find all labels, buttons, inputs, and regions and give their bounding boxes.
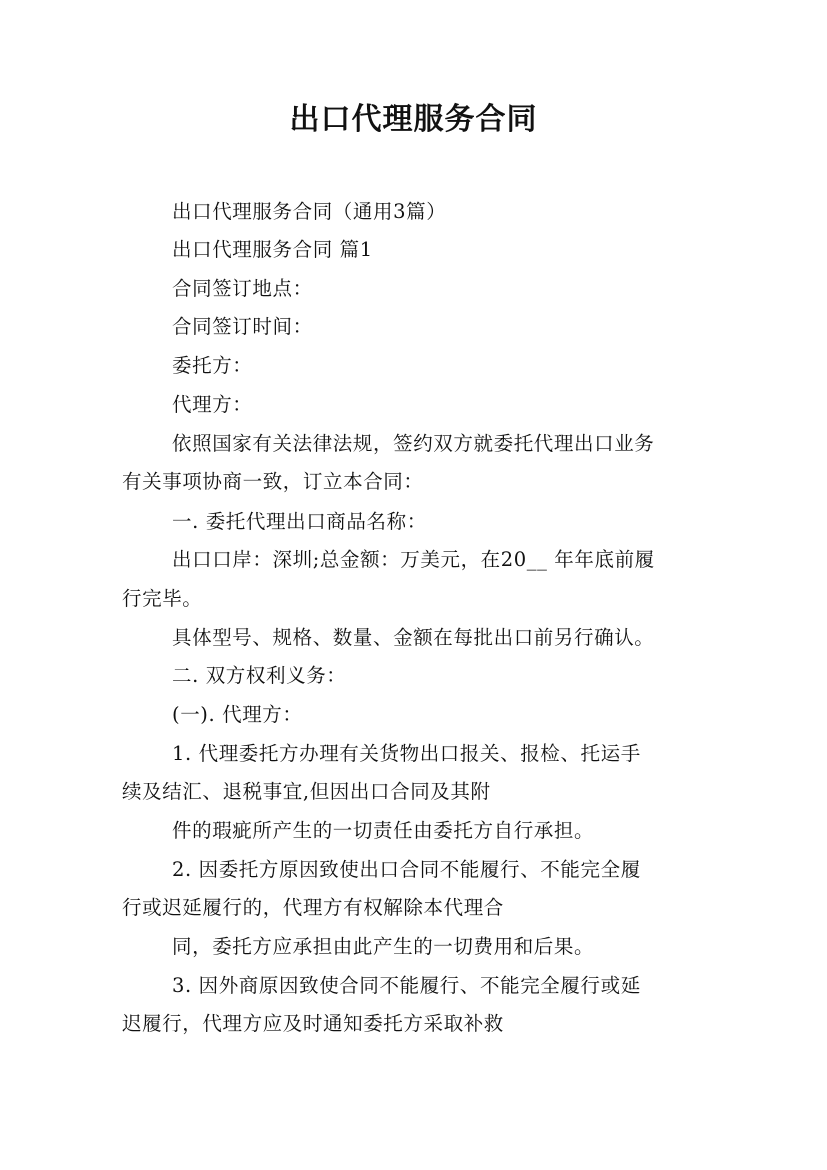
paragraph-line: 1. 代理委托方办理有关货物出口报关、报检、托运手	[172, 742, 641, 765]
document-title: 出口代理服务合同	[289, 102, 538, 137]
section-heading-line: 出口代理服务合同 篇1	[172, 238, 373, 261]
principal-line: 委托方：	[172, 354, 253, 377]
paragraph-line: 3. 因外商原因致使合同不能履行、不能完全履行或延	[172, 974, 641, 997]
paragraph-line: 出口口岸：深圳;总金额：万美元，在20__ 年年底前履	[172, 548, 655, 571]
paragraph-line: 有关事项协商一致，订立本合同：	[122, 470, 424, 493]
subclause-heading-line: (一). 代理方：	[172, 703, 303, 726]
agent-line: 代理方：	[172, 393, 253, 416]
paragraph-line: 行完毕。	[122, 587, 203, 610]
paragraph-line: 续及结汇、退税事宜,但因出口合同及其附	[122, 780, 491, 803]
signing-time-line: 合同签订时间：	[172, 315, 313, 338]
paragraph-line: 行或迟延履行的，代理方有权解除本代理合	[122, 896, 504, 919]
paragraph-line: 件的瑕疵所产生的一切责任由委托方自行承担。	[172, 819, 595, 842]
paragraph-line: 依照国家有关法律法规，签约双方就委托代理出口业务	[172, 432, 655, 455]
paragraph-line: 迟履行，代理方应及时通知委托方采取补救	[122, 1012, 504, 1035]
paragraph-line: 2. 因委托方原因致使出口合同不能履行、不能完全履	[172, 858, 641, 881]
paragraph-line: 同，委托方应承担由此产生的一切费用和后果。	[172, 935, 595, 958]
paragraph-line: 具体型号、规格、数量、金额在每批出口前另行确认。	[172, 626, 655, 649]
subtitle-line: 出口代理服务合同（通用3篇）	[172, 200, 447, 223]
signing-place-line: 合同签订地点：	[172, 277, 313, 300]
clause-heading-line: 一. 委托代理出口商品名称：	[172, 510, 427, 533]
clause-heading-line: 二. 双方权利义务：	[172, 664, 347, 687]
